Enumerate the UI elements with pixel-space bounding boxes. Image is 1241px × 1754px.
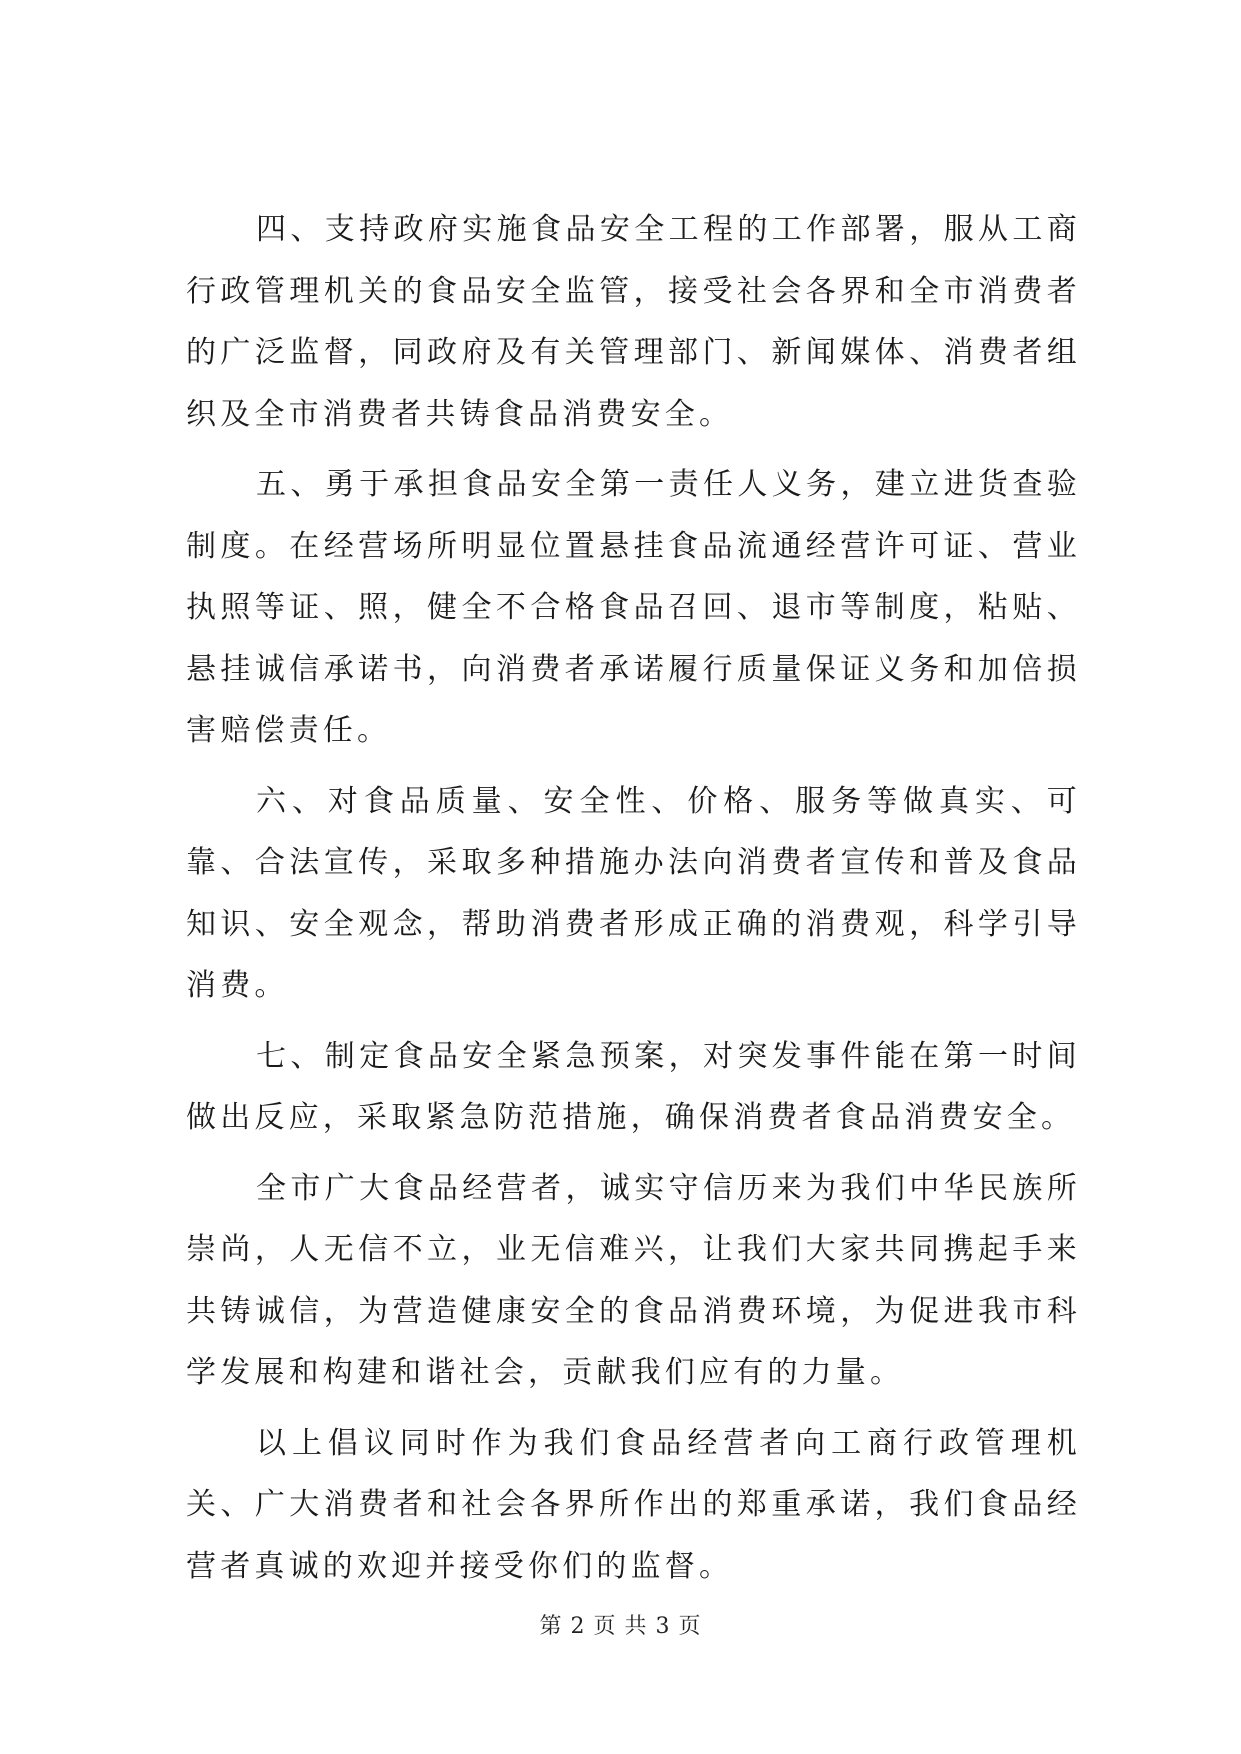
paragraph-six: 六、对食品质量、安全性、价格、服务等做真实、可靠、合法宣传，采取多种措施办法向消费者宣传和普及食品知识、安全观念，帮助消费者形成正确的消费观，科学引导消费。 (186, 783, 1081, 1003)
paragraph-seven: 七、制定食品安全紧急预案，对突发事件能在第一时间做出反应，采取紧急防范措施，确保消费者食品消费安全。 (186, 1038, 1081, 1135)
paragraph-appeal: 全市广大食品经营者，诚实守信历来为我们中华民族所崇尚，人无信不立，业无信难兴，让我们大家共同携起手来共铸诚信，为营造健康安全的食品消费环境，为促进我市科学发展和构建和谐社会，贡献我们应有的力量。 (186, 1170, 1081, 1390)
document-body (186, 199, 1081, 1606)
paragraph-four: 四、支持政府实施食品安全工程的工作部署，服从工商行政管理机关的食品安全监管，接受社会各界和全市消费者的广泛监督，同政府及有关管理部门、新闻媒体、消费者组织及全市消费者共铸食品消费安全。 (186, 212, 1081, 432)
paragraph-five: 五、勇于承担食品安全第一责任人义务，建立进货查验制度。在经营场所明显位置悬挂食品流通经营许可证、营业执照等证、照，健全不合格食品召回、退市等制度，粘贴、悬挂诚信承诺书，向消费者承诺履行质量保证义务和加倍损害赔偿责任。 (186, 467, 1081, 748)
paragraph-commitment: 以上倡议同时作为我们食品经营者向工商行政管理机关、广大消费者和社会各界所作出的郑重承诺，我们食品经营者真诚的欢迎并接受你们的监督。 (186, 1425, 1081, 1584)
page-number-footer: 第 2 页 共 3 页 (539, 1614, 702, 1639)
